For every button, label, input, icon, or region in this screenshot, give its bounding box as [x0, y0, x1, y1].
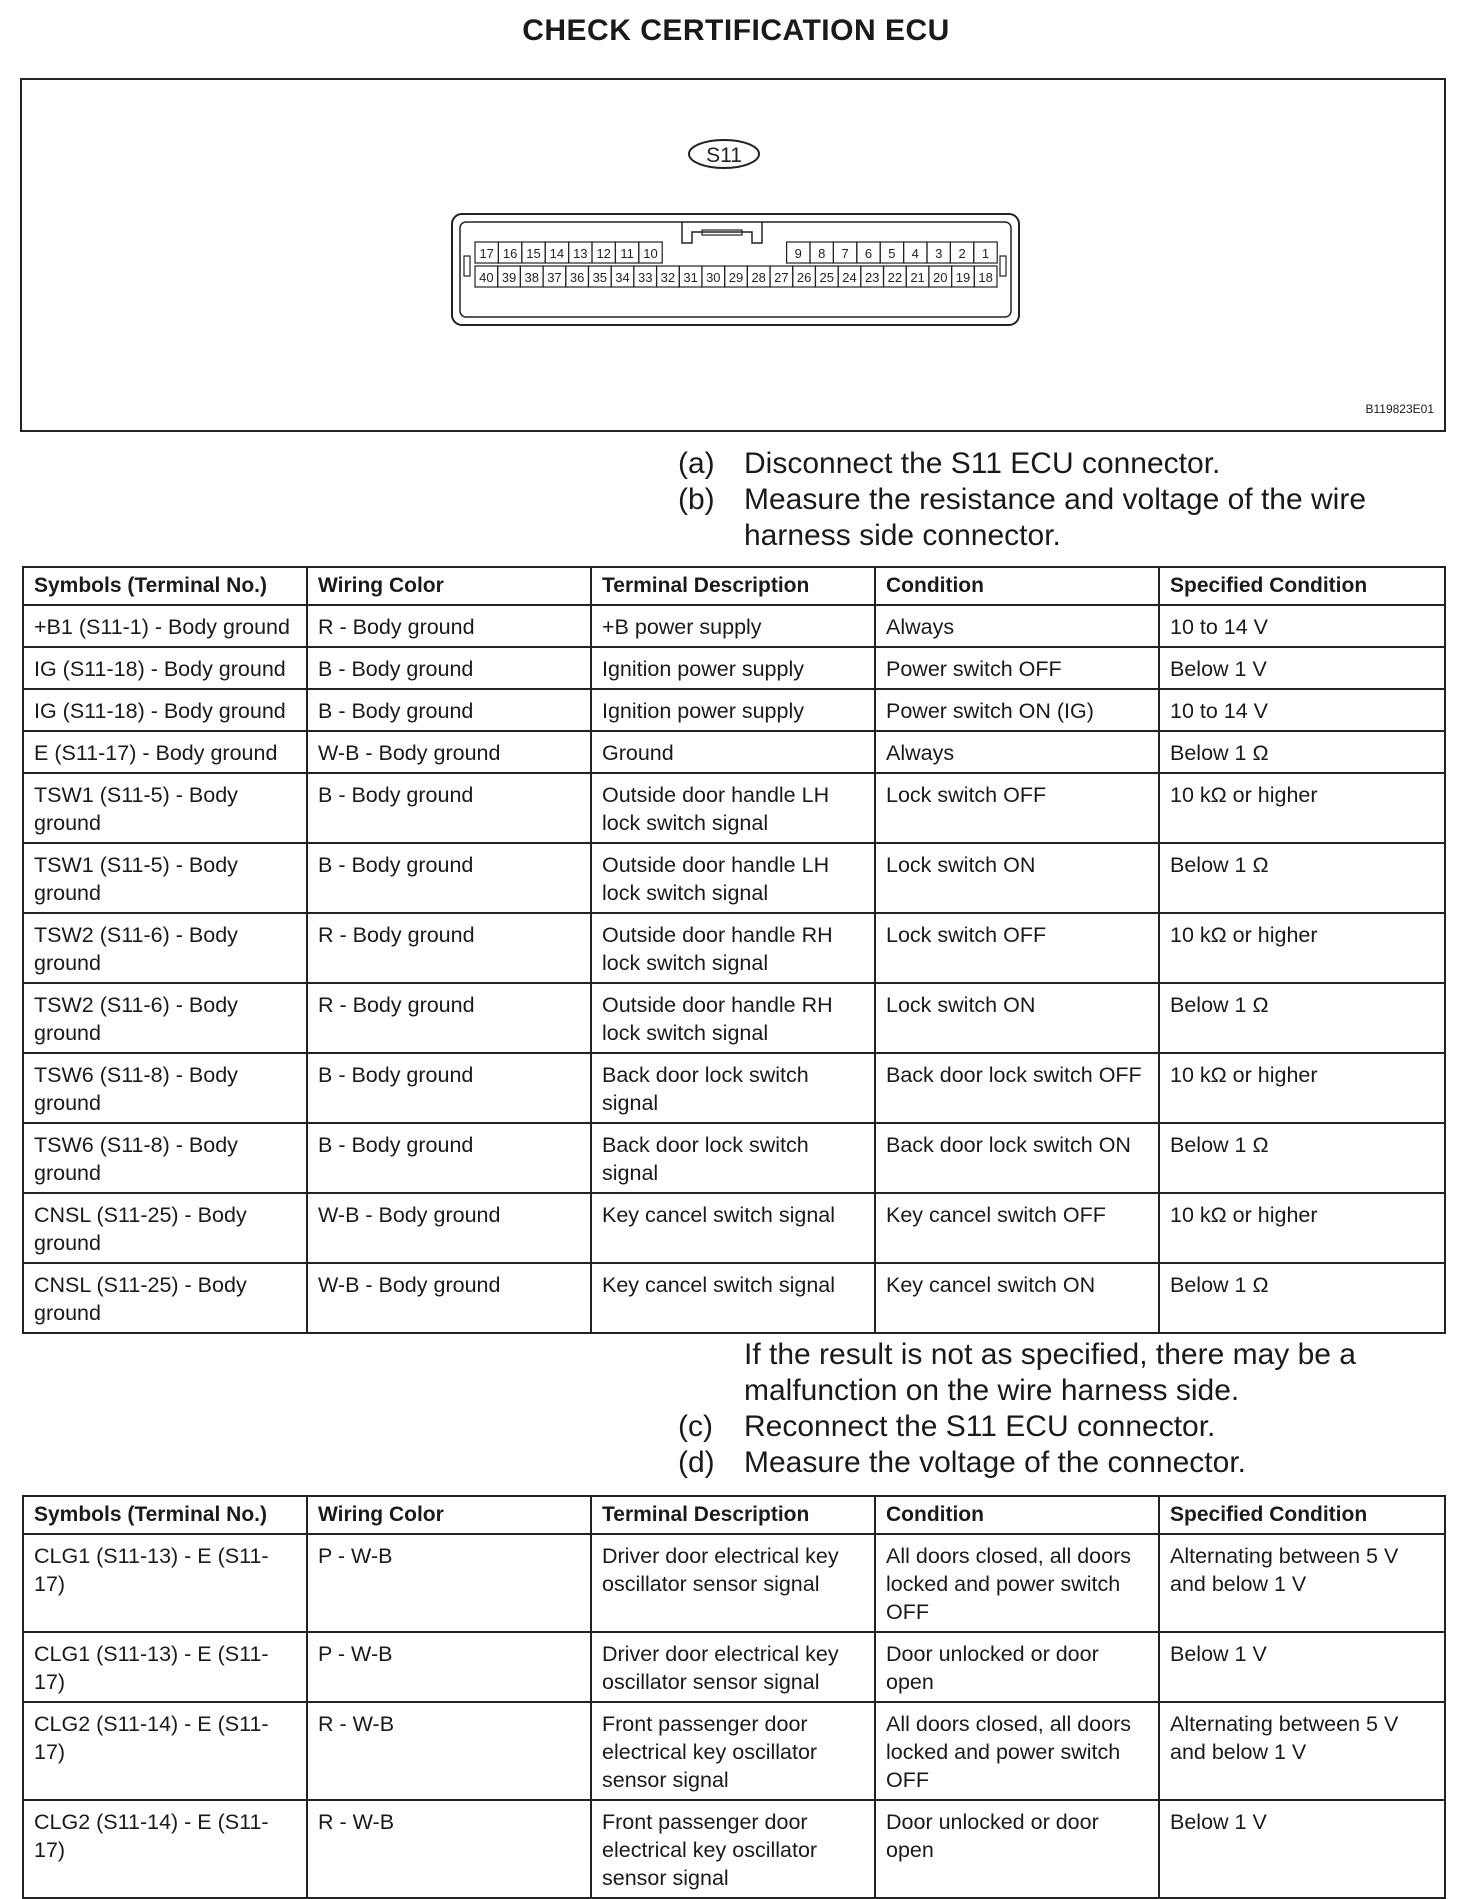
table-row: [23, 843, 1445, 913]
pin-number: 33: [637, 270, 653, 285]
table-cell: Key cancel switch ON: [875, 1263, 1159, 1333]
table-cell: P - W-B: [307, 1632, 591, 1702]
table-cell: TSW2 (S11-6) - Body ground: [23, 913, 307, 983]
table-cell: 10 to 14 V: [1159, 605, 1445, 647]
table-cell: Front passenger door electrical key oscillator sensor signal: [591, 1702, 875, 1800]
pin-number: 22: [887, 270, 903, 285]
connector-figure: [20, 78, 1446, 432]
table-cell: B - Body ground: [307, 843, 591, 913]
table-cell: Key cancel switch signal: [591, 1193, 875, 1263]
pin-number: 10: [643, 246, 658, 261]
table-cell: Back door lock switch signal: [591, 1123, 875, 1193]
connector-key: [682, 222, 762, 243]
column-header: Wiring Color: [307, 567, 591, 605]
table-cell: Power switch ON (IG): [875, 689, 1159, 731]
table-cell: Below 1 Ω: [1159, 983, 1445, 1053]
table-row: [23, 773, 1445, 843]
table-cell: Below 1 V: [1159, 1800, 1445, 1898]
pin-number: 4: [911, 246, 919, 261]
table-cell: Below 1 V: [1159, 647, 1445, 689]
table-row: [23, 1632, 1445, 1702]
column-header: Symbols (Terminal No.): [23, 1496, 307, 1534]
pin-number: 9: [794, 246, 802, 261]
table-cell: Back door lock switch signal: [591, 1053, 875, 1123]
table-cell: Door unlocked or door open: [875, 1800, 1159, 1898]
pin-number: 21: [910, 270, 925, 285]
table-cell: Driver door electrical key oscillator sensor signal: [591, 1632, 875, 1702]
table-cell: Below 1 V: [1159, 1632, 1445, 1702]
table-cell: Ignition power supply: [591, 689, 875, 731]
table-cell: P - W-B: [307, 1534, 591, 1632]
pin-number: 35: [592, 270, 608, 285]
table-cell: Door unlocked or door open: [875, 1632, 1159, 1702]
table-cell: R - W-B: [307, 1800, 591, 1898]
pin-number: 24: [842, 270, 857, 285]
pin-number: 29: [728, 270, 744, 285]
pins-top-left: [475, 242, 662, 263]
table-cell: Always: [875, 605, 1159, 647]
table-row: [23, 689, 1445, 731]
table-cell: IG (S11-18) - Body ground: [23, 689, 307, 731]
table-cell: Lock switch ON: [875, 983, 1159, 1053]
table-cell: Driver door electrical key oscillator sensor signal: [591, 1534, 875, 1632]
pin-number: 32: [660, 270, 676, 285]
table-cell: CLG2 (S11-14) - E (S11-17): [23, 1800, 307, 1898]
table-cell: Alternating between 5 V and below 1 V: [1159, 1534, 1445, 1632]
pin-number: 1: [981, 246, 990, 261]
table-cell: Alternating between 5 V and below 1 V: [1159, 1702, 1445, 1800]
pin-number: 15: [526, 246, 541, 261]
step-a: [678, 446, 1458, 482]
step-text: Measure the resistance and voltage of the wire: [744, 483, 1367, 516]
table-cell: TSW1 (S11-5) - Body ground: [23, 843, 307, 913]
table-cell: B - Body ground: [307, 1123, 591, 1193]
step-label: (a): [678, 447, 715, 480]
step-d: [678, 1445, 1458, 1481]
note-line: If the result is not as specified, there may be a: [744, 1338, 1356, 1371]
pin-number: 12: [596, 246, 611, 261]
table-row: [23, 1534, 1445, 1632]
table-row: [23, 1800, 1445, 1898]
table-cell: Key cancel switch signal: [591, 1263, 875, 1333]
table-row: [23, 1053, 1445, 1123]
table-cell: Below 1 Ω: [1159, 1263, 1445, 1333]
connector-label: S11: [706, 144, 742, 167]
pin-number: 23: [864, 270, 880, 285]
column-header: Condition: [875, 1496, 1159, 1534]
table-header-row: [23, 567, 1445, 605]
pin-number: 8: [818, 246, 826, 261]
figure-id: B119823E01: [1365, 402, 1434, 416]
step-text: Measure the voltage of the connector.: [744, 1446, 1246, 1479]
table-cell: IG (S11-18) - Body ground: [23, 647, 307, 689]
table-cell: Outside door handle LH lock switch signal: [591, 773, 875, 843]
table-row: [23, 647, 1445, 689]
table-cell: +B power supply: [591, 605, 875, 647]
table-row: [23, 1193, 1445, 1263]
table-cell: B - Body ground: [307, 647, 591, 689]
table-cell: 10 kΩ or higher: [1159, 1053, 1445, 1123]
table-row: [23, 731, 1445, 773]
pin-number: 3: [935, 246, 943, 261]
pin-number: 26: [796, 270, 812, 285]
table-row: [23, 913, 1445, 983]
table-cell: All doors closed, all doors locked and power switch OFF: [875, 1702, 1159, 1800]
step-text: Reconnect the S11 ECU connector.: [744, 1410, 1216, 1443]
table-cell: Ignition power supply: [591, 647, 875, 689]
table-cell: Back door lock switch ON: [875, 1123, 1159, 1193]
table-cell: Outside door handle RH lock switch signal: [591, 983, 875, 1053]
table-cell: B - Body ground: [307, 1053, 591, 1123]
pin-number: 20: [933, 270, 948, 285]
table-cell: R - Body ground: [307, 983, 591, 1053]
table-cell: R - Body ground: [307, 605, 591, 647]
step-label: (b): [678, 483, 715, 516]
column-header: Specified Condition: [1159, 567, 1445, 605]
pin-number: 7: [841, 246, 849, 261]
table-cell: 10 kΩ or higher: [1159, 913, 1445, 983]
table-row: [23, 605, 1445, 647]
step-c: [678, 1409, 1458, 1445]
table-cell: W-B - Body ground: [307, 731, 591, 773]
table-cell: Below 1 Ω: [1159, 843, 1445, 913]
pin-number: 40: [479, 270, 494, 285]
table-cell: TSW2 (S11-6) - Body ground: [23, 983, 307, 1053]
table-cell: Below 1 Ω: [1159, 731, 1445, 773]
pin-number: 30: [706, 270, 721, 285]
voltage-table: [22, 1495, 1446, 1899]
table-cell: B - Body ground: [307, 773, 591, 843]
table-cell: R - Body ground: [307, 913, 591, 983]
table-cell: Ground: [591, 731, 875, 773]
table-cell: Lock switch OFF: [875, 913, 1159, 983]
table-row: [23, 983, 1445, 1053]
pin-number: 14: [549, 246, 565, 261]
table-cell: E (S11-17) - Body ground: [23, 731, 307, 773]
table-cell: Power switch OFF: [875, 647, 1159, 689]
connector-diagram: [22, 80, 1448, 434]
table-cell: W-B - Body ground: [307, 1263, 591, 1333]
pin-number: 6: [864, 246, 873, 261]
page-title: CHECK CERTIFICATION ECU: [522, 14, 950, 47]
table-cell: TSW6 (S11-8) - Body ground: [23, 1123, 307, 1193]
note-line: malfunction on the wire harness side.: [744, 1374, 1240, 1407]
table-cell: CLG1 (S11-13) - E (S11-17): [23, 1632, 307, 1702]
table-cell: R - W-B: [307, 1702, 591, 1800]
table-cell: CNSL (S11-25) - Body ground: [23, 1263, 307, 1333]
step-label: (d): [678, 1446, 715, 1479]
pins-bottom: [475, 266, 997, 287]
table-cell: Outside door handle LH lock switch signal: [591, 843, 875, 913]
table-cell: CLG2 (S11-14) - E (S11-17): [23, 1702, 307, 1800]
pin-number: 13: [573, 246, 588, 261]
note-and-steps-cd: [678, 1337, 1458, 1481]
table-cell: Back door lock switch OFF: [875, 1053, 1159, 1123]
pin-number: 28: [751, 270, 766, 285]
table-cell: Lock switch ON: [875, 843, 1159, 913]
table-cell: TSW6 (S11-8) - Body ground: [23, 1053, 307, 1123]
table-row: [23, 1263, 1445, 1333]
steps-ab: [678, 446, 1458, 554]
column-header: Symbols (Terminal No.): [23, 567, 307, 605]
table-cell: CNSL (S11-25) - Body ground: [23, 1193, 307, 1263]
table-cell: TSW1 (S11-5) - Body ground: [23, 773, 307, 843]
step-label: (c): [678, 1410, 713, 1443]
pin-number: 27: [774, 270, 789, 285]
table-header-row: [23, 1496, 1445, 1534]
pin-number: 25: [819, 270, 835, 285]
pin-number: 37: [547, 270, 562, 285]
pin-number: 36: [569, 270, 585, 285]
pin-number: 2: [958, 246, 966, 261]
table-cell: +B1 (S11-1) - Body ground: [23, 605, 307, 647]
table-row: [23, 1123, 1445, 1193]
table-cell: Below 1 Ω: [1159, 1123, 1445, 1193]
table-cell: 10 to 14 V: [1159, 689, 1445, 731]
pin-number: 34: [615, 270, 630, 285]
step-b: [678, 482, 1458, 518]
table-row: [23, 1702, 1445, 1800]
column-header: Wiring Color: [307, 1496, 591, 1534]
step-text: Disconnect the S11 ECU connector.: [744, 447, 1221, 480]
pin-number: 31: [683, 270, 698, 285]
table-cell: All doors closed, all doors locked and power switch OFF: [875, 1534, 1159, 1632]
table-cell: Key cancel switch OFF: [875, 1193, 1159, 1263]
pin-number: 5: [888, 246, 896, 261]
pins-top-right: [787, 242, 998, 263]
table-cell: Lock switch OFF: [875, 773, 1159, 843]
table-cell: CLG1 (S11-13) - E (S11-17): [23, 1534, 307, 1632]
pin-number: 39: [501, 270, 517, 285]
column-header: Condition: [875, 567, 1159, 605]
pin-number: 16: [502, 246, 518, 261]
column-header: Specified Condition: [1159, 1496, 1445, 1534]
column-header: Terminal Description: [591, 567, 875, 605]
resistance-voltage-table: [22, 566, 1446, 1334]
table-cell: 10 kΩ or higher: [1159, 1193, 1445, 1263]
column-header: Terminal Description: [591, 1496, 875, 1534]
table-cell: Outside door handle RH lock switch signal: [591, 913, 875, 983]
pin-number: 19: [955, 270, 971, 285]
table-cell: B - Body ground: [307, 689, 591, 731]
pin-number: 17: [479, 246, 494, 261]
table-cell: Front passenger door electrical key oscillator sensor signal: [591, 1800, 875, 1898]
table-cell: Always: [875, 731, 1159, 773]
step-b-continued: harness side connector.: [744, 519, 1061, 552]
table-cell: W-B - Body ground: [307, 1193, 591, 1263]
pin-number: 18: [978, 270, 993, 285]
table-cell: 10 kΩ or higher: [1159, 773, 1445, 843]
pin-number: 11: [620, 246, 634, 261]
pin-number: 38: [524, 270, 539, 285]
